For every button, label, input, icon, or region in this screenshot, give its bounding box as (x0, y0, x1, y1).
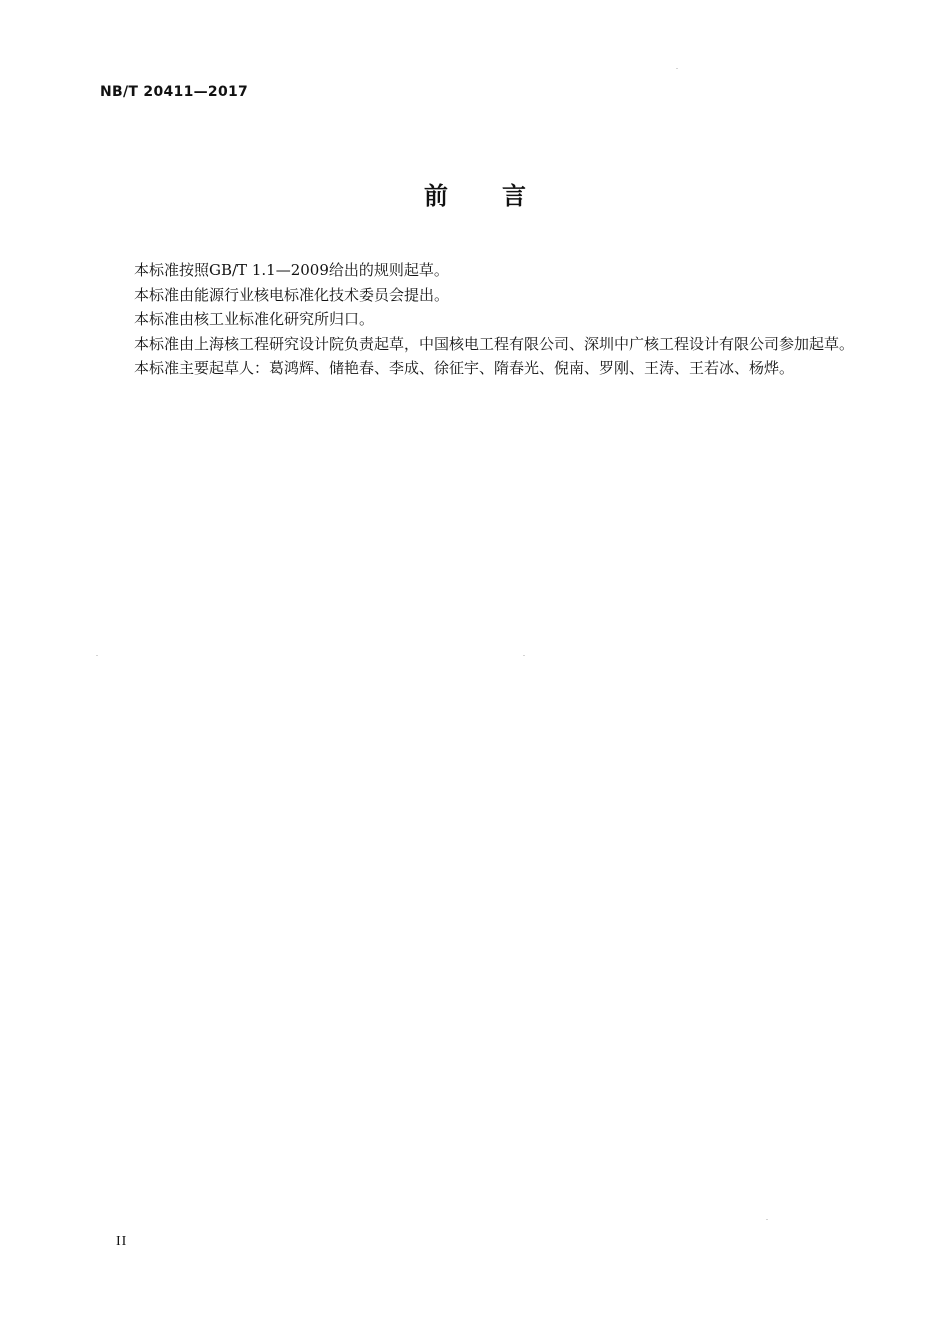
foreword-paragraph-proposed-by: 本标准由能源行业核电标准化技术委员会提出。 (134, 285, 450, 304)
page-number: II (116, 1234, 128, 1249)
foreword-paragraph-drafting-rules: 本标准按照GB/T 1.1—2009给出的规则起草。 (134, 261, 449, 279)
foreword-body (100, 258, 860, 381)
page-title: 前言 (424, 182, 580, 210)
foreword-paragraph-centralized-by: 本标准由核工业标准化研究所归口。 (134, 310, 375, 329)
standard-code: NB/T 20411—2017 (100, 84, 249, 100)
scan-speck (676, 68, 678, 69)
foreword-paragraph-main-drafters: 本标准主要起草人：葛鸿辉、储艳春、李成、徐征宇、隋春光、倪南、罗刚、王涛、王若冰、杨烨。 (134, 359, 795, 378)
foreword-paragraph-drafting-organizations: 本标准由上海核工程研究设计院负责起草，中国核电工程有限公司、深圳中广核工程设计有限公司参加起草。 (134, 334, 855, 353)
scan-speck (523, 655, 525, 656)
scan-speck (96, 655, 98, 656)
scan-speck (766, 1219, 768, 1220)
